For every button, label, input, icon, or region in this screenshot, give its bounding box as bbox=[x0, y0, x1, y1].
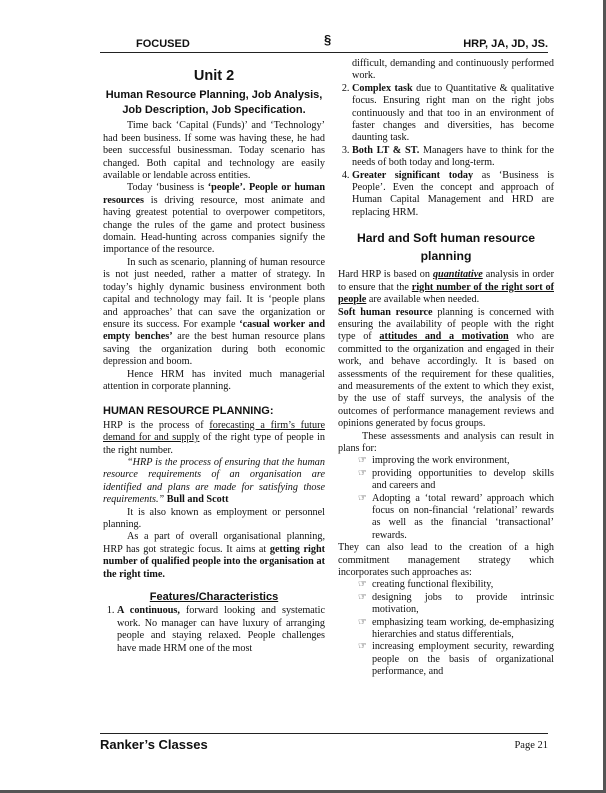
header-left: FOCUSED bbox=[136, 38, 190, 50]
list-item: ☞ emphasizing team working, de-emphasizing hierarchies and status differentials, bbox=[358, 617, 554, 642]
list-item: ☞ creating functional flexibility, bbox=[358, 579, 554, 591]
header-right: HRP, JA, JD, JS. bbox=[463, 38, 548, 50]
unit-title: Unit 2 bbox=[193, 68, 235, 84]
paragraph: Time back ‘Capital (Funds)’ and ‘Technology’ had been business. If some was having these, he had been successful businessman. Today scenario has changed. Both capital and technology are easily available or lendable across entities. bbox=[103, 120, 325, 182]
bullet-list bbox=[338, 579, 554, 678]
footer-publisher: Ranker’s Classes bbox=[100, 737, 208, 752]
features-list bbox=[103, 605, 325, 655]
bullet-list bbox=[338, 455, 554, 542]
paragraph: Hence HRM has invited much managerial attention in corporate planning. bbox=[103, 368, 325, 392]
list-item: ☞ Adopting a ‘total reward’ approach which focus on non-financial ‘relational’ rewards as well as the financial ‘transactional’ rewards. bbox=[358, 493, 554, 543]
right-column bbox=[338, 58, 554, 679]
list-item: ☞ designing jobs to provide intrinsic motivation, bbox=[358, 592, 554, 617]
unit-subtitle: Human Resource Planning, Job Analysis, Job Description, Job Specification. bbox=[105, 89, 323, 117]
paragraph: In such as scenario, planning of human resource is not just needed, rather a matter of strategy. In today’s highly dynamic business environment both capital and technology may fail. It is ‘people plans and approaches’ that can save the organization or ensure its success. For example ‘casual worker and empty benches’ are the best human resource plans saving the organization during both economic depression and boom. bbox=[103, 256, 325, 368]
quote: “HRP is the process of ensuring that the human resource requirements of an organisation are identified and plans are made for satisfying those requirements.” Bull and Scott bbox=[103, 456, 325, 506]
list-item: ☞ providing opportunities to develop skills and careers and bbox=[358, 468, 554, 493]
paragraph: As a part of overall organisational planning, HRP has got strategic focus. It aims at getting right number of qualified people into the organisation at the right time. bbox=[103, 531, 325, 580]
list-item: ☞ increasing employment security, rewarding people on the basis of organizational performance, and bbox=[358, 641, 554, 678]
paragraph: Today ‘business is ‘people’. People or human resources is driving resource, most animate and having greatest potential to overpower competitors, change the rules of the game and protect business domain. Head-hunting across companies signify the importance of the resource. bbox=[103, 182, 325, 256]
page-number: Page 21 bbox=[514, 740, 548, 751]
footer-rule bbox=[100, 733, 548, 734]
list-item: 2. Complex task due to Quantitative & qualitative focus. Ensuring right man on the right jobs continuously and that too in an environment of faster changes and diversities, has become daunting task. bbox=[352, 83, 554, 145]
paragraph: These assessments and analysis can result in plans for: bbox=[338, 430, 554, 454]
header-rule bbox=[100, 52, 548, 53]
page-header bbox=[100, 32, 548, 52]
paragraph: Hard HRP is based on quantitative analysis in order to ensure that the right number of the right sort of people are available when needed. bbox=[338, 269, 554, 306]
features-list-continued bbox=[338, 83, 554, 219]
paragraph: HRP is the process of forecasting a firm’s future demand for and supply of the right type of people in the right number. bbox=[103, 419, 325, 456]
header-ornament: § bbox=[324, 32, 332, 47]
paragraph: It is also known as employment or personnel planning. bbox=[103, 506, 325, 530]
paragraph: Soft human resource planning is concerned with ensuring the availability of people with the right type of attitudes and a motivation who are committed to the organization and engaged in their work, and behave accordingly. It is based on assessments of the requirement for these qualities, and measurements of the extent to which they exist, by the use of staff surveys, the analysis of the outcomes of performance management reviews and opinions generated by focus groups. bbox=[338, 306, 555, 430]
section-heading: Hard and Soft human resource planning bbox=[356, 231, 536, 264]
list-item: 3. Both LT & ST. Managers have to think for the needs of both today and long-term. bbox=[352, 145, 554, 170]
features-heading: Features/Characteristics bbox=[149, 591, 279, 604]
section-heading: HUMAN RESOURCE PLANNING: bbox=[103, 405, 274, 418]
list-item: ☞ improving the work environment, bbox=[358, 455, 554, 467]
paragraph: They can also lead to the creation of a high commitment management strategy which incorporates such approaches as: bbox=[338, 542, 554, 579]
page-footer bbox=[100, 737, 548, 755]
paragraph: difficult, demanding and continuously performed work. bbox=[352, 58, 554, 82]
list-item: 1. A continuous, forward looking and systematic work. No manager can have luxury of arranging people and staying relaxed. People challenges have made HRM one of the most bbox=[117, 605, 325, 655]
left-column bbox=[103, 58, 325, 655]
list-item: 4. Greater significant today as ‘Business is People’. Even the concept and approach of Human Capital Management and HRD are replacing HRM. bbox=[352, 170, 554, 220]
